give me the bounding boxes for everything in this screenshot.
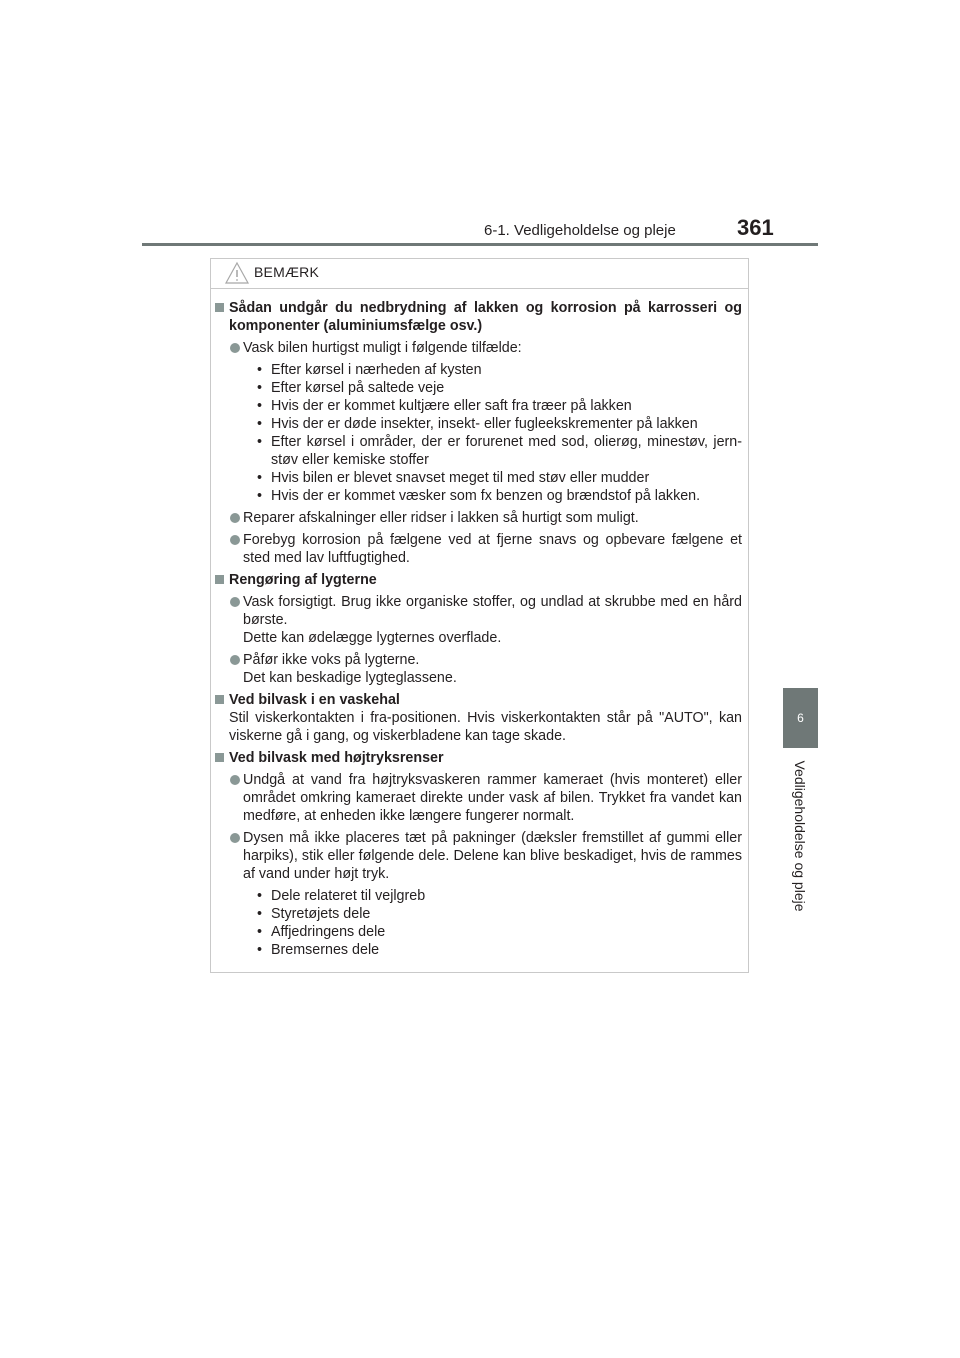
notice-section [215, 299, 742, 567]
bullet-text: Vask bilen hurtigst muligt i følgende tilfælde: [243, 340, 522, 356]
sub-list-item: • Efter kørsel på saltede veje [257, 379, 742, 397]
notice-title: BEMÆRK [254, 264, 319, 280]
sub-list-item: • Bremsernes dele [257, 941, 742, 959]
bullet-item [229, 531, 742, 567]
section-paragraph: Stil viskerkontakten i fra-positionen. Hvis viskerkontakten står på "AUTO", kan viskerne gå i gang, og viskerbladene kan tage skade. [229, 710, 742, 744]
sub-list-item: • Efter kørsel i nærheden af kysten [257, 361, 742, 379]
section-square-marker-icon [215, 695, 224, 704]
sub-list [243, 887, 742, 959]
round-bullet-icon [230, 535, 240, 545]
notice-body [215, 299, 742, 963]
round-bullet-icon [230, 655, 240, 665]
sub-list-item: • Dele relateret til vejlgreb [257, 887, 742, 905]
section-square-marker-icon [215, 575, 224, 584]
section-square-marker-icon [215, 303, 224, 312]
header-divider [142, 243, 818, 246]
sub-list [243, 361, 742, 505]
round-bullet-icon [230, 343, 240, 353]
bullet-text: Undgå at vand fra højtryksvaskeren rammer kameraet (hvis monteret) eller området omkring kameraet direkte under vask af bilen. Trykket fra vandet kan medføre, at enheden ikke længere fungerer normalt. [243, 772, 742, 824]
sub-list-item: • Styretøjets dele [257, 905, 742, 923]
notice-header [211, 259, 748, 289]
round-bullet-icon [230, 775, 240, 785]
bullet-item [229, 509, 742, 527]
bullet-text-continued: Dette kan ødelægge lygternes overflade. [243, 630, 502, 646]
section-title: Ved bilvask med højtryksrenser [229, 750, 444, 766]
section-title: Ved bilvask i en vaskehal [229, 692, 400, 708]
notice-section [215, 749, 742, 959]
sub-list-item: • Efter kørsel i områder, der er forurenet med sod, olierøg, minestøv, jernstøv eller kemiske stoffer [257, 433, 742, 469]
warning-triangle-icon [224, 261, 250, 285]
bullet-text: Reparer afskalninger eller ridser i lakken så hurtigt som muligt. [243, 510, 639, 526]
page-number: 361 [737, 215, 774, 240]
bullet-text: Vask forsigtigt. Brug ikke organiske stoffer, og undlad at skrubbe med en hård børste. [243, 594, 742, 628]
sub-list-item: • Hvis der er døde insekter, insekt- eller fugleekskrementer på lakken [257, 415, 742, 433]
bullet-text-continued: Det kan beskadige lygteglassene. [243, 670, 457, 686]
round-bullet-icon [230, 833, 240, 843]
round-bullet-icon [230, 513, 240, 523]
notice-box [210, 258, 749, 973]
notice-section [215, 571, 742, 687]
bullet-item [229, 829, 742, 959]
sub-list-item: • Hvis bilen er blevet snavset meget til med støv eller mudder [257, 469, 742, 487]
running-header-section: 6-1. Vedligeholdelse og pleje [484, 222, 676, 239]
chapter-tab-label: Vedligeholdelse og pleje [792, 760, 808, 912]
section-title: Sådan undgår du nedbrydning af lakken og korrosion på karrosseri og komponenter (aluminiumsfælge osv.) [229, 300, 742, 334]
notice-section [215, 691, 742, 745]
bullet-item [229, 339, 742, 505]
bullet-text: Forebyg korrosion på fælgene ved at fjerne snavs og opbevare fælgene et sted med lav luftfugtighed. [243, 532, 742, 566]
bullet-text: Dysen må ikke placeres tæt på pakninger (dæksler fremstillet af gummi eller harpiks), stik eller følgende dele. Delene kan blive beskadiget, hvis de rammes af vand under højt tryk. [243, 830, 742, 882]
section-square-marker-icon [215, 753, 224, 762]
section-title: Rengøring af lygterne [229, 572, 377, 588]
sub-list-item: • Hvis der er kommet kultjære eller saft fra træer på lakken [257, 397, 742, 415]
bullet-item [229, 651, 742, 687]
bullet-text: Påfør ikke voks på lygterne. [243, 652, 420, 668]
sub-list-item: • Affjedringens dele [257, 923, 742, 941]
round-bullet-icon [230, 597, 240, 607]
bullet-item [229, 593, 742, 647]
chapter-tab: 6 [783, 688, 818, 748]
sub-list-item: • Hvis der er kommet væsker som fx benzen og brændstof på lakken. [257, 487, 742, 505]
bullet-item [229, 771, 742, 825]
